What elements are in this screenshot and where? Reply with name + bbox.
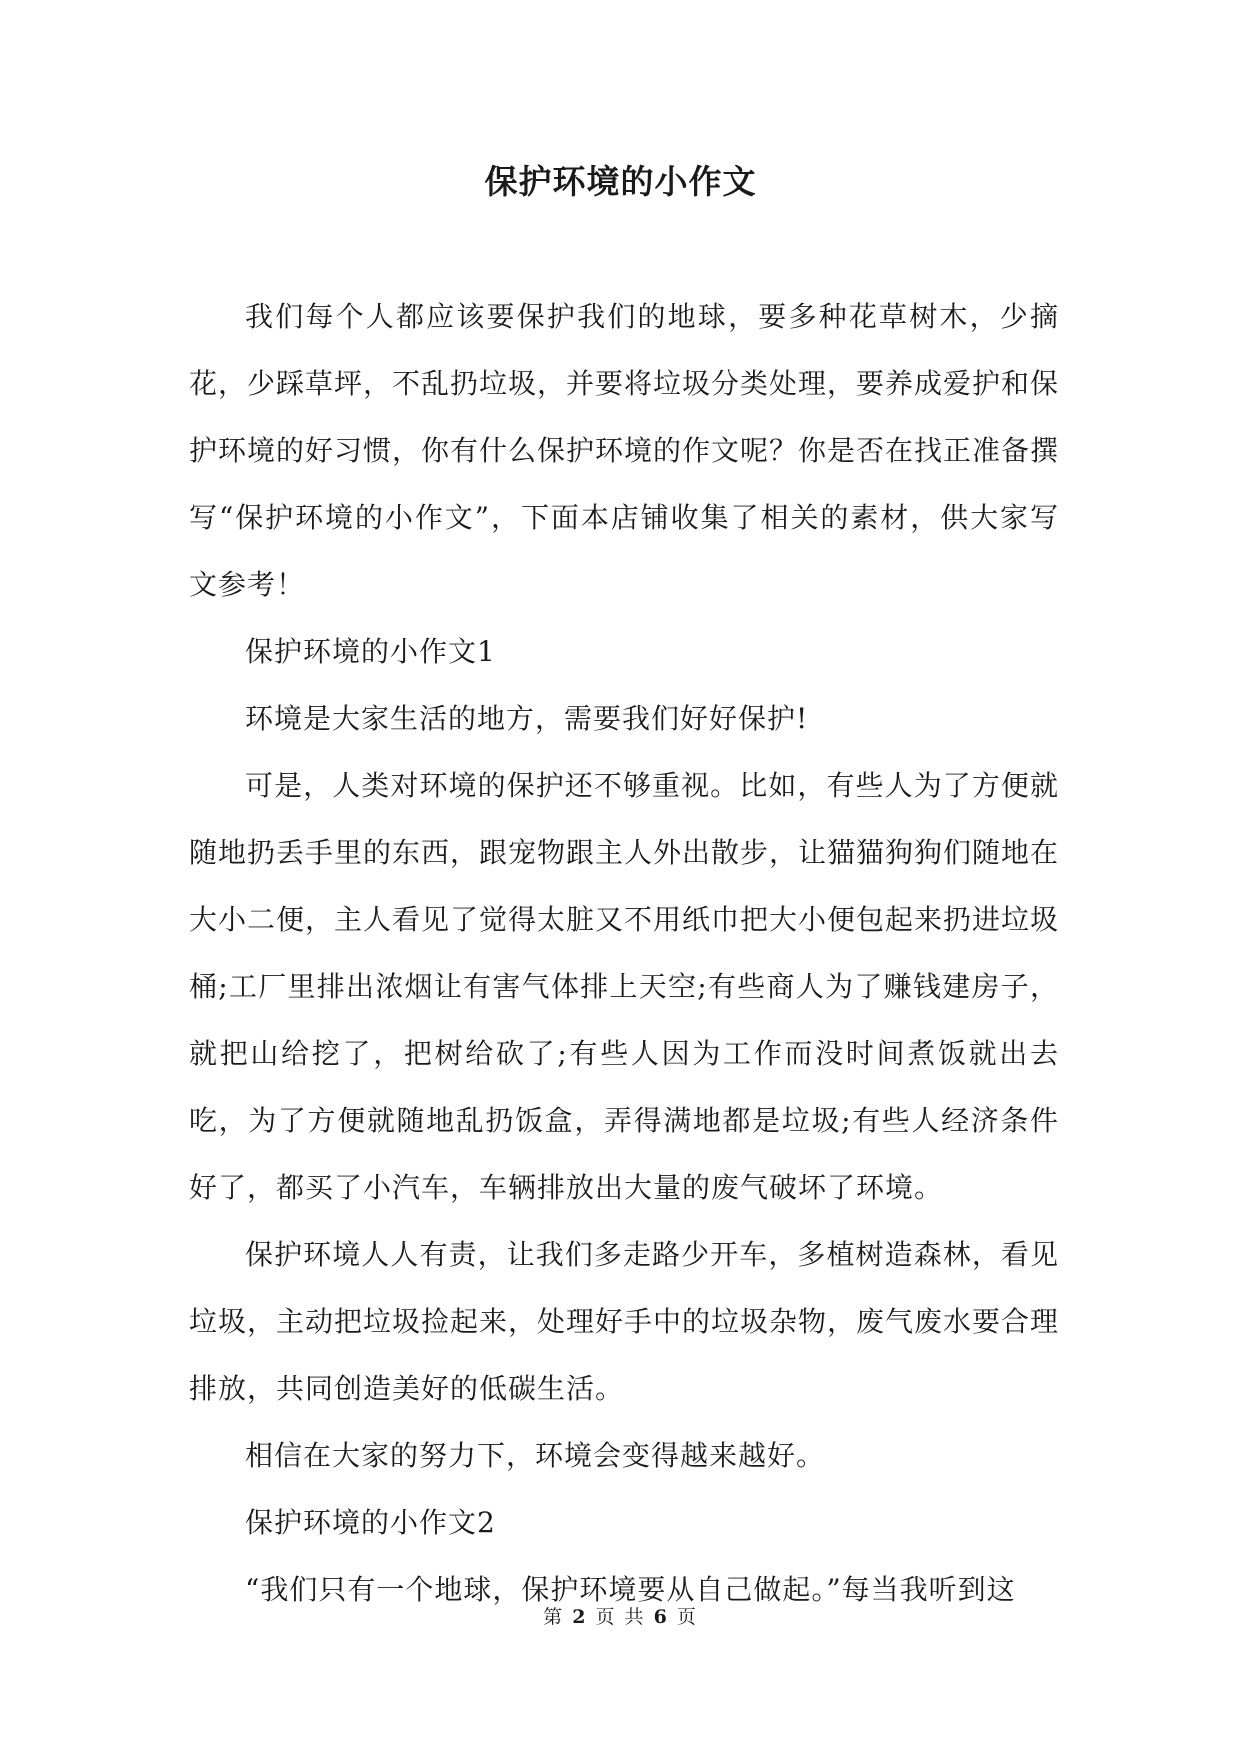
paragraph: 保护环境人人有责，让我们多走路少开车，多植树造森林，看见垃圾，主动把垃圾捡起来，处理好手中的垃圾杂物，废气废水要合理排放，共同创造美好的低碳生活。	[189, 1238, 1060, 1405]
paragraph-intro: 我们每个人都应该要保护我们的地球，要多种花草树木，少摘花，少踩草坪，不乱扔垃圾，并要将垃圾分类处理，要养成爱护和保护环境的好习惯，你有什么保护环境的作文呢？你是否在找正准备撰写“保护环境的小作文”，下面本店铺收集了相关的素材，供大家写文参考！	[189, 300, 1060, 601]
footer-prefix: 第	[543, 1606, 565, 1628]
footer-suffix: 页	[676, 1606, 698, 1628]
paragraph: 环境是大家生活的地方，需要我们好好保护!	[245, 702, 809, 735]
current-page-number: 2	[572, 1606, 588, 1628]
page-title: 保护环境的小作文	[484, 162, 757, 201]
paragraph: 可是，人类对环境的保护还不够重视。比如，有些人为了方便就随地扔丢手里的东西，跟宠物跟主人外出散步，让猫猫狗狗们随地在大小二便，主人看见了觉得太脏又不用纸巾把大小便包起来扔进垃圾桶;工厂里排出浓烟让有害气体排上天空;有些商人为了赚钱建房子，就把山给挖了，把树给砍了;有些人因为工作而没时间煮饭就出去吃，为了方便就随地乱扔饭盒，弄得满地都是垃圾;有些人经济条件好了，都买了小汽车，车辆排放出大量的废气破坏了环境。	[189, 769, 1060, 1204]
page-footer	[0, 1605, 1241, 1629]
paragraph: “我们只有一个地球，保护环境要从自己做起。”每当我听到这	[245, 1573, 1016, 1606]
paragraph: 相信在大家的努力下，环境会变得越来越好。	[245, 1439, 826, 1472]
document-body	[189, 283, 1059, 1623]
section-heading-2: 保护环境的小作文2	[245, 1506, 496, 1539]
total-page-number: 6	[653, 1606, 669, 1628]
section-heading-1: 保护环境的小作文1	[245, 635, 496, 668]
footer-middle: 页 共	[595, 1606, 646, 1628]
